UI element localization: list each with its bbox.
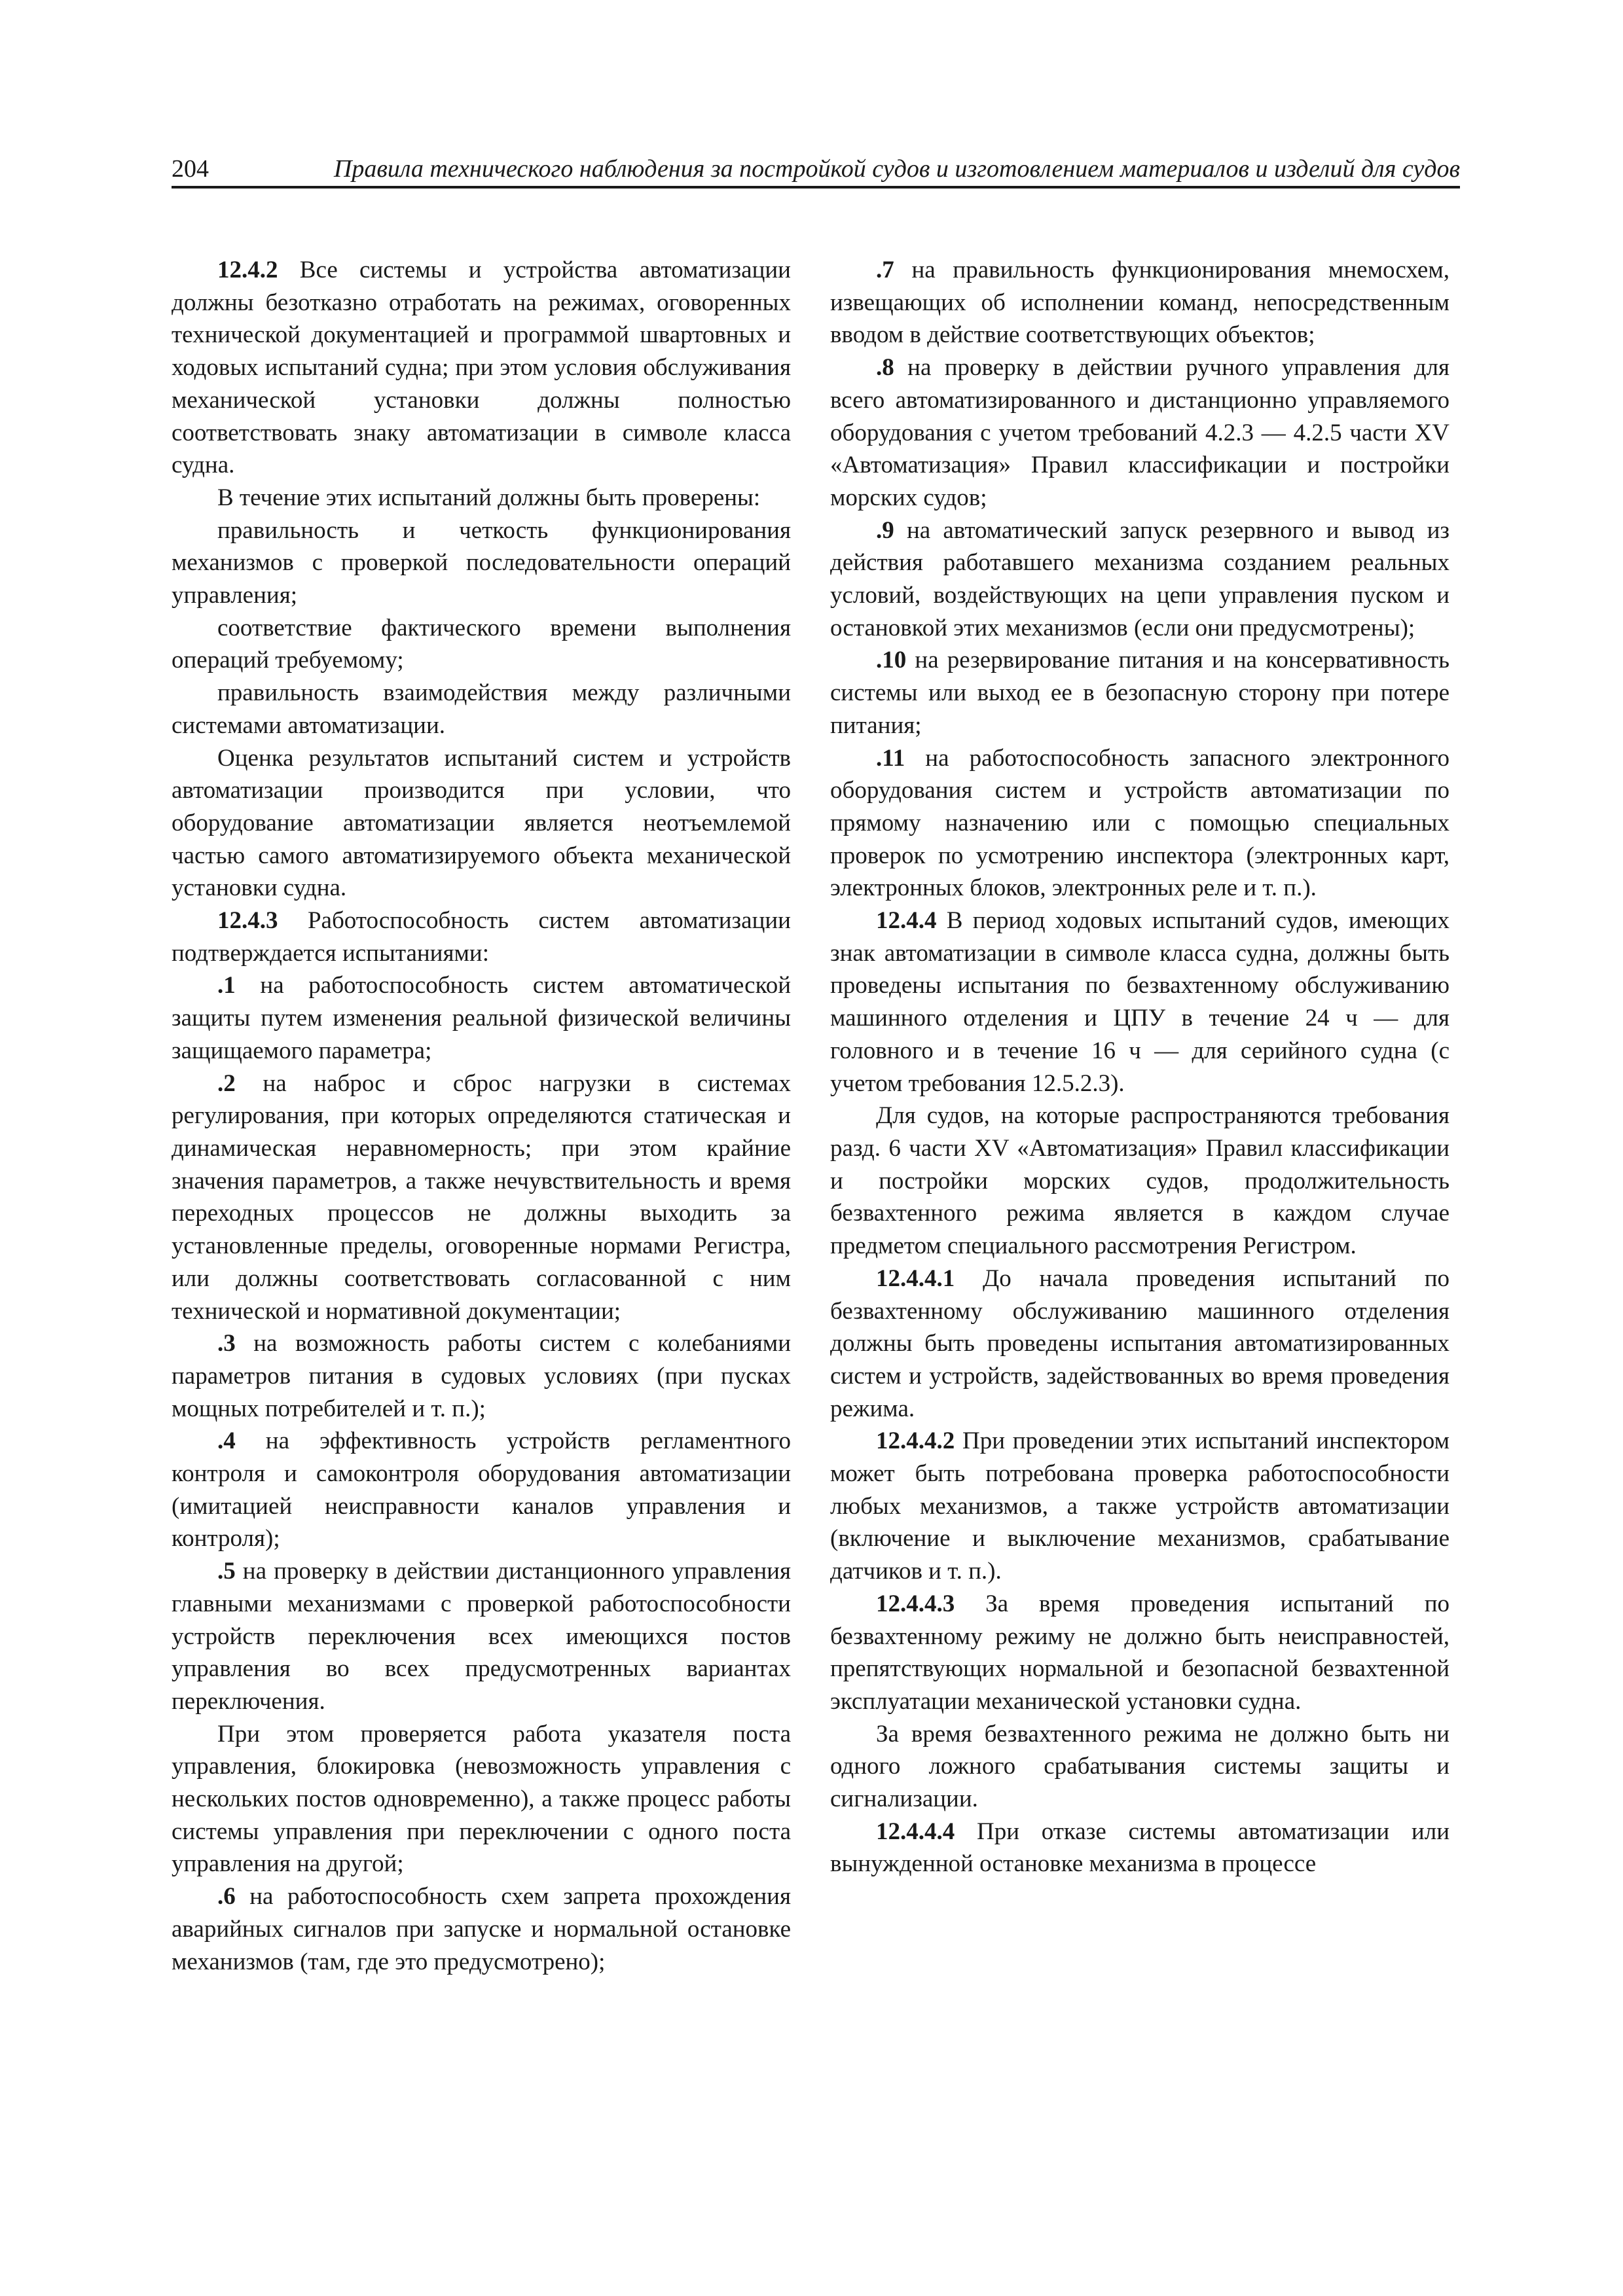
- paragraph-text: на резервирование питания и на консервативность системы или выход ее в безопасную сторону при потере питания;: [830, 647, 1450, 739]
- paragraph-text: В течение этих испытаний должны быть проверены:: [217, 484, 761, 511]
- paragraph-text: За время безвахтенного режима не должно быть ни одного ложного срабатывания системы защиты и сигнализации.: [830, 1720, 1450, 1813]
- paragraph: [172, 1880, 791, 1978]
- item-number: .9: [876, 516, 894, 544]
- paragraph-text: соответствие фактического времени выполнения операций требуемому;: [172, 614, 791, 674]
- paragraph-text: Оценка результатов испытаний систем и устройств автоматизации производится при условии, что оборудование автоматизации является неотъемлемой частью самого автоматизируемого объекта механической установки судна.: [172, 744, 791, 902]
- paragraph: [830, 1100, 1450, 1263]
- paragraph: [830, 1588, 1450, 1718]
- item-number: .4: [217, 1427, 236, 1455]
- item-number: .3: [217, 1330, 236, 1357]
- item-number: .5: [217, 1558, 236, 1585]
- paragraph-text: на работоспособность систем автоматической защиты путем изменения реальной физической величины защищаемого параметра;: [172, 972, 791, 1064]
- paragraph: [172, 1718, 791, 1881]
- paragraph: [830, 742, 1450, 905]
- paragraph-text: Все системы и устройства автоматизации должны безотказно отработать на режимах, оговоренных технической документацией и программой швартовных и ходовых испытаний судна; при этом условия обслуживания механической установки должны полностью соответствовать знаку автоматизации в символе класса судна.: [172, 257, 791, 479]
- paragraph-text: на эффективность устройств регламентного контроля и самоконтроля оборудования автоматизации (имитацией неисправности каналов управления и контроля);: [172, 1427, 791, 1552]
- item-number: .11: [876, 744, 905, 772]
- left-column: [172, 254, 791, 1978]
- paragraph-text: правильность взаимодействия между различными системами автоматизации.: [172, 679, 791, 739]
- paragraph-text: на работоспособность схем запрета прохождения аварийных сигналов при запуске и нормальной остановке механизмов (там, где это предусмотрено);: [172, 1883, 791, 1975]
- paragraph-text: на наброс и сброс нагрузки в системах регулирования, при которых определяются статическая и динамическая неравномерность; при этом крайние значения параметров, а также нечувствительность и время переходных процессов не должны выходить за установленные пределы, оговоренные нормами Регистра, или должны соответствовать согласованной с ним технической и нормативной документации;: [172, 1069, 791, 1325]
- paragraph: [830, 1718, 1450, 1816]
- paragraph: [172, 514, 791, 612]
- paragraph-text: При этом проверяется работа указателя поста управления, блокировка (невозможность управления с нескольких постов одновременно), а также процесс работы системы управления при переключении с одного поста управления на другой;: [172, 1720, 791, 1878]
- paragraph-text: В период ходовых испытаний судов, имеющих знак автоматизации в символе класса судна, должны быть проведены испытания по безвахтенному обслуживанию машинного отделения и ЦПУ в течение 24 ч — для головного и в течение 16 ч — для серийного судна (с учетом требования 12.5.2.3).: [830, 907, 1450, 1097]
- paragraph: [172, 677, 791, 742]
- clause-number: 12.4.4.1: [876, 1265, 955, 1292]
- paragraph: [172, 1327, 791, 1425]
- clause-number: 12.4.4: [876, 907, 937, 935]
- paragraph-text: Работоспособность систем автоматизации подтверждается испытаниями:: [172, 907, 791, 967]
- page-number: 204: [172, 155, 209, 183]
- paragraph-text: на правильность функционирования мнемосхем, извещающих об исполнении команд, непосредственным вводом в действие соответствующих объектов;: [830, 257, 1450, 349]
- paragraph-text: До начала проведения испытаний по безвахтенному обслуживанию машинного отделения должны быть проведены испытания автоматизированных систем и устройств, задействованных во время проведения режима.: [830, 1265, 1450, 1422]
- item-number: .2: [217, 1069, 236, 1097]
- right-column: [830, 254, 1450, 1880]
- paragraph: [830, 514, 1450, 645]
- paragraph-text: на возможность работы систем с колебаниями параметров питания в судовых условиях (при пусках мощных потребителей и т. п.);: [172, 1330, 791, 1422]
- clause-number: 12.4.4.2: [876, 1427, 955, 1455]
- paragraph: [172, 969, 791, 1067]
- clause-number: 12.4.4.3: [876, 1590, 955, 1617]
- paragraph-text: на проверку в действии ручного управления для всего автоматизированного и дистанционно управляемого оборудования с учетом требований 4.2.3 — 4.2.5 части XV «Автоматизация» Правил классификации и постройки морских судов;: [830, 354, 1450, 511]
- paragraph: [172, 905, 791, 969]
- paragraph: [172, 1067, 791, 1328]
- paragraph: [172, 1555, 791, 1718]
- paragraph: [172, 482, 791, 514]
- item-number: .7: [876, 257, 894, 283]
- paragraph: [830, 254, 1450, 351]
- paragraph-text: на работоспособность запасного электронного оборудования систем и устройств автоматизации по прямому назначению или с помощью специальных проверок по усмотрению инспектора (электронных карт, электронных блоков, электронных реле и т. п.).: [830, 744, 1450, 902]
- paragraph-text: на проверку в действии дистанционного управления главными механизмами с проверкой работоспособности устройств переключения всех имеющихся постов управления во всех предусмотренных вариантах переключения.: [172, 1558, 791, 1715]
- item-number: .10: [876, 647, 907, 674]
- item-number: .1: [217, 972, 236, 999]
- paragraph-text: правильность и четкость функционирования механизмов с проверкой последовательности операций управления;: [172, 516, 791, 609]
- clause-number: 12.4.4.4: [876, 1818, 955, 1845]
- clause-number: 12.4.2: [217, 257, 278, 283]
- item-number: .6: [217, 1883, 236, 1910]
- paragraph-text: Для судов, на которые распространяются требования разд. 6 части XV «Автоматизация» Правил классификации и постройки морских судов, продолжительность безвахтенного режима является в каждом случае предметом специального рассмотрения Регистром.: [830, 1102, 1450, 1260]
- paragraph: [830, 905, 1450, 1100]
- clause-number: 12.4.3: [217, 907, 278, 935]
- page-header: [172, 145, 1460, 188]
- paragraph: [172, 612, 791, 677]
- paragraph: [172, 254, 791, 482]
- paragraph-text: За время проведения испытаний по безвахтенному режиму не должно быть неисправностей, препятствующих нормальной и безопасной безвахтенной эксплуатации механической установки судна.: [830, 1590, 1450, 1715]
- paragraph-text: При отказе системы автоматизации или вынужденной остановке механизма в процессе: [830, 1818, 1450, 1878]
- paragraph: [830, 1263, 1450, 1426]
- paragraph: [830, 351, 1450, 514]
- item-number: .8: [876, 354, 894, 382]
- paragraph-text: на автоматический запуск резервного и вывод из действия работавшего механизма созданием реальных условий, воздействующих на цепи управления пуском и остановкой этих механизмов (если они предусмотрены);: [830, 516, 1450, 641]
- running-title: Правила технического наблюдения за постройкой судов и изготовлением материалов и изделий для судов: [333, 155, 1460, 183]
- paragraph: [830, 1816, 1450, 1880]
- paragraph: [830, 1425, 1450, 1588]
- paragraph: [830, 644, 1450, 742]
- paragraph-text: При проведении этих испытаний инспектором может быть потребована проверка работоспособности любых механизмов, а также устройств автоматизации (включение и выключение механизмов, срабатывание датчиков и т. п.).: [830, 1427, 1450, 1585]
- paragraph: [172, 742, 791, 905]
- paragraph: [172, 1425, 791, 1555]
